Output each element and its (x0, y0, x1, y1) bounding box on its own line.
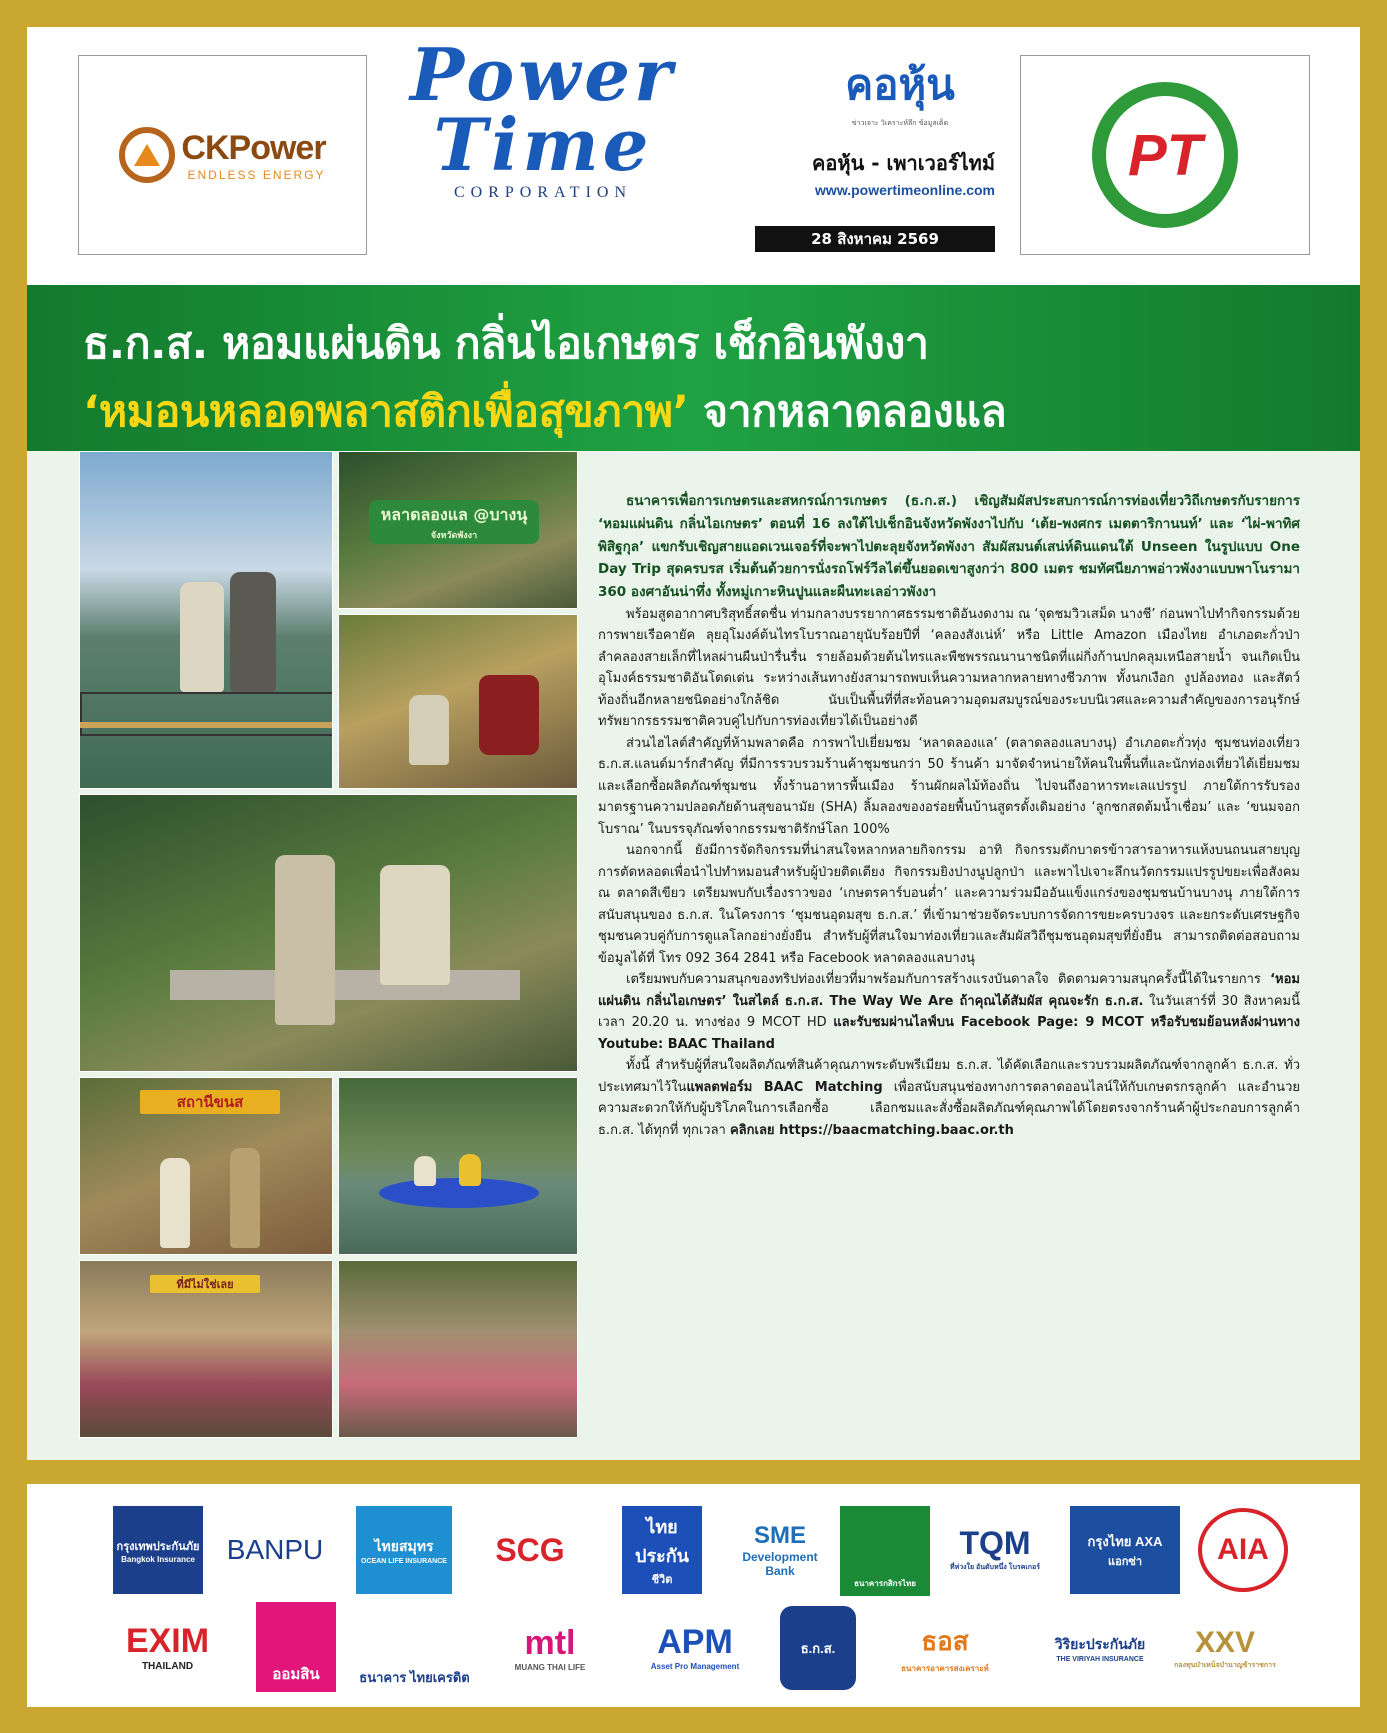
sponsor-aia: AIA (1198, 1508, 1288, 1592)
article-lead: ธนาคารเพื่อการเกษตรและสหกรณ์การเกษตร (ธ.ก.ส.) เชิญสัมผัสประสบการณ์การท่องเที่ยววิถีเกษตรกับรายการ ‘หอมแผ่นดิน กลิ่นไอเกษตร’ ตอนที่ 16 ลงใต้ไปเช็กอินจังหวัดพังงาไปกับ ‘เต้ย-พงศกร เมตตาริกานนท์’ และ ‘ไผ่-พาทิศ พิสิฐกุล’ แขกรับเชิญสายแอดเวนเจอร์ที่จะพาไปตะลุยจังหวัดพังงา สัมผัสมนต์เสน่ห์ดินแดนใต้ Unseen ในรูปแบบ One Day Trip สุดครบรส เริ่มต้นด้วยการนั่งรถโฟร์วีลไต่ขึ้นยอดเขาสูงกว่า 800 เมตร ชมทัศนียภาพอ่าวพังงาแบบพาโนรามา 360 องศาอันน่าทึ่ง ทั้งหมู่เกาะหินปูนและผืนทะเลอ่าวพังงา (598, 493, 1300, 601)
shop-sign: สถานีขนส (140, 1090, 280, 1114)
sponsor-banpu: BANPU (226, 1534, 324, 1565)
photo-viewpoint (79, 451, 333, 789)
ckpower-logo-box (78, 55, 367, 255)
group-sign: ที่มีไม่ใช่เลย (150, 1275, 260, 1293)
headline-line1: ธ.ก.ส. หอมแผ่นดิน กลิ่นไอเกษตร เช็กอินพังงา (83, 319, 929, 369)
market-sign-text: หลาดลองแล @บางนุ (380, 504, 528, 524)
photo-kayak (338, 1077, 578, 1255)
article-paragraph-6: ทั้งนี้ สำหรับผู้ที่สนใจผลิตภัณฑ์สินค้าคุณภาพระดับพรีเมียม ธ.ก.ส. ได้คัดเลือกและรวบรวมผลิตภัณฑ์จากลูกค้า ธ.ก.ส. ทั่วประเทศมาไว้ในแพลตฟอร์ม BAAC Matching เพื่อสนับสนุนช่องทางการตลาดออนไลน์ให้กับเกษตรกรลูกค้า และอำนวยความสะดวกให้กับผู้บริโภคในการเลือกซื้อ เลือกชมและสั่งซื้อผลิตภัณฑ์คุณภาพได้โดยตรงจากร้านค้าผู้ประกอบการลูกค้า ธ.ก.ส. ได้ทุกที่ ทุกเวลา คลิกเลย https://baacmatching.baac.or.th (598, 1058, 1300, 1138)
sponsor-tqm: TQM ที่ห่วงใย อันดับหนึ่ง โบรคเกอร์ (949, 1525, 1041, 1571)
sponsor-apm: APM Asset Pro Management (650, 1623, 740, 1671)
photo-shop (79, 1077, 333, 1255)
article-body (598, 490, 1300, 1141)
kohun-powertime-name: คอหุ้น - เพาเวอร์ไทม์ (812, 151, 995, 175)
sponsor-mtl: mtl MUANG THAI LIFE (514, 1624, 586, 1672)
sponsor-thai-life: ไทย ประกัน ชีวิต (622, 1506, 702, 1594)
photo-group (79, 1260, 333, 1438)
kohun-logo (820, 52, 980, 132)
market-sign-sub: จังหวัดพังงา (430, 530, 478, 541)
issue-date: 28 สิงหาคม 2569 (755, 226, 995, 252)
baac-matching-link[interactable]: คลิกเลย https://baacmatching.baac.or.th (729, 1122, 1014, 1138)
photo-tuk-tuk (338, 614, 578, 789)
sponsor-thai-credit: ธนาคาร ไทยเครดิต (359, 1670, 470, 1685)
sponsor-viriyah: วิริยะประกันภัย THE VIRIYAH INSURANCE (1054, 1635, 1146, 1663)
article-paragraph-3: ส่วนไฮไลต์สำคัญที่ห้ามพลาดคือ การพาไปเยี่ยมชม ‘หลาดลองแล’ (ตลาดลองแลบางนุ) อำเภอตะกั่วทุ่ง ชุมชนท่องเที่ยว ธ.ก.ส.แลนด์มาร์กสำคัญ ที่มีการรวบรวมร้านค้าชุมชนกว่า 50 ร้านค้า มาจัดจำหน่ายให้คนในพื้นที่และนักท่องเที่ยวได้เยี่ยมชมและเลือกซื้อผลิตภัณฑ์ชุมชน ทั้งร้านอาหารพื้นเมือง ร้านผักผลไม้ท้องถิ่น ไปจนถึงอาหารทะเลแปรรูป ภายใต้การรับรองมาตรฐานความปลอดภัยด้านสุขอนามัย (SHA) ลิ้มลองของอร่อยพื้นบ้านสูตรดั้งเดิมอย่าง ‘ลูกชกสดต้มน้ำเชื่อม’ และ ‘ขนมจอกโบราณ’ ในบรรจุภัณฑ์จากธรรมชาติรักษ์โลก 100% (598, 735, 1300, 837)
photo-bench (79, 794, 578, 1072)
powertime-line2: Time (433, 102, 653, 187)
sponsor-sme-bank: SME Development Bank (742, 1522, 818, 1578)
sponsor-kasikorn: ธนาคารกสิกรไทย (840, 1506, 930, 1596)
sponsor-krungthai-axa: กรุงไทย AXA แอกซ่า (1070, 1506, 1180, 1594)
sponsor-bangkok-insurance: กรุงเทพประกันภัย Bangkok Insurance (113, 1506, 203, 1594)
ckpower-tagline: ENDLESS ENERGY (187, 167, 326, 182)
headline-highlight: ‘หมอนหลอดพลาสติกเพื่อสุขภาพ’ (83, 387, 689, 437)
article-paragraph-2: พร้อมสูดอากาศบริสุทธิ์สดชื่น ท่ามกลางบรรยากาศธรรมชาติอันงดงาม ณ ‘จุดชมวิวเสม็ด นางชี’ ก่อนพาไปทำกิจกรรมด้วยการพายเรือคายัค ลุยอุโมงค์ต้นไทรโบราณอายุนับร้อยปีที่ ‘คลองสังเน่ห์’ หรือ Little Amazon เมืองไทย อำเภอตะกั่วป่า ลำคลองสายเล็กที่ไหลผ่านผืนป่ารื่นรื่น รายล้อมด้วยต้นไทรและพืชพรรณนานาชนิดที่แผ่กิ่งก้านปกคลุมเหนือสายน้ำ จนเกิดเป็นอุโมงค์ธรรมชาติอันโดดเด่น ระหว่างเส้นทางยังสามารถพบเห็นความหลากหลายทางชีวภาพ ทั้งนกเงือก งูปล้องทอง และสัตว์ท้องถิ่นอีกหลายชนิดอย่างใกล้ชิด นับเป็นพื้นที่ที่สะท้อนความอุดมสมบูรณ์ของระบบนิเวศและความสำคัญของการอนุรักษ์ทรัพยากรธรรมชาติควบคู่ไปกับการท่องเที่ยวได้เป็นอย่างดี (598, 606, 1300, 730)
sponsor-ghbank: ธอส ธนาคารอาคารสงเคราะห์ (901, 1626, 989, 1673)
sponsor-exim: EXIM THAILAND (125, 1622, 210, 1672)
ckpower-mark-icon (119, 127, 175, 183)
powertime-line1: Power (410, 32, 676, 117)
kohun-logo-text: คอหุ้น (845, 60, 955, 109)
pt-logo-text: PT (1127, 122, 1203, 188)
article-paragraph-5: เตรียมพบกับความสนุกของทริปท่องเที่ยวที่มาพร้อมกับการสร้างแรงบันดาลใจ ติดตามความสนุกครั้งนี้ได้ในรายการ ‘หอมแผ่นดิน กลิ่นไอเกษตร’ ในสไตล์ ธ.ก.ส. The Way We Are ถ้าคุณได้สัมผัส คุณจะรัก ธ.ก.ส. ในวันเสาร์ที่ 30 สิงหาคมนี้ เวลา 20.20 น. ทางช่อง 9 MCOT HD และรับชมผ่านไลฟ์บน Facebook Page: 9 MCOT หรือรับชมย้อนหลังผ่านทาง Youtube: BAAC Thailand (598, 972, 1300, 1052)
sponsor-gsb: ออมสิน (256, 1602, 336, 1692)
sponsor-ocean-life: ไทยสมุทร OCEAN LIFE INSURANCE (356, 1506, 452, 1594)
powertime-corp: CORPORATION (453, 184, 632, 201)
photo-market-sign (338, 451, 578, 609)
photo-crowd (338, 1260, 578, 1438)
website-url[interactable]: www.powertimeonline.com (815, 182, 995, 198)
headline-line2 (83, 377, 1006, 445)
sponsor-gpf: XXV กองทุนบำเหน็จบำนาญข้าราชการ (1174, 1625, 1276, 1669)
pt-logo-box (1020, 55, 1310, 255)
sponsor-scg: SCG (495, 1531, 565, 1568)
powertime-logo (398, 32, 688, 250)
pt-ring-icon (1092, 82, 1238, 228)
sponsor-baac: ธ.ก.ส. (780, 1606, 856, 1690)
ckpower-name: CKPower (181, 128, 326, 167)
kohun-logo-sub: ข่าวเจาะ วิเคราะห์ลึก ข้อมูลเด็ด (851, 119, 949, 127)
headline-banner (27, 285, 1360, 451)
headline-rest: จากหลาดลองแล (688, 387, 1007, 437)
article-paragraph-4: นอกจากนี้ ยังมีการจัดกิจกรรมที่น่าสนใจหลากหลายกิจกรรม อาทิ กิจกรรมตักบาตรข้าวสารอาหารแห้งบนถนนสายบุญ การตัดหลอดเพื่อนำไปทำหมอนสำหรับผู้ป่วยติดเตียง กิจกรรมยิงปางนูปลูกป่า และพาไปเจาะลึกนวัตกรรมแปรรูปขยะเพื่อสังคม ณ ตลาดสีเขียว เตรียมพบกับเรื่องราวของ ‘เกษตรคาร์บอนต่ำ’ และความร่วมมืออันแข็งแกร่งของชุมชนบ้านบางนุ ภายใต้การสนับสนุนของ ธ.ก.ส. ในโครงการ ‘ชุมชนอุดมสุข ธ.ก.ส.’ ที่เข้ามาช่วยจัดระบบการจัดการขยะครบวงจร และยกระดับเศรษฐกิจชุมชนควบคู่กับการดูแลโลกอย่างยั่งยืน สำหรับผู้ที่สนใจมาท่องเที่ยวและสัมผัสวิถีชุมชนอุดมสุขที่ยั่งยืน สามารถติดต่อสอบถามข้อมูลได้ที่ โทร 092 364 2841 หรือ Facebook หลาดลองแลบางนุ (598, 843, 1300, 966)
